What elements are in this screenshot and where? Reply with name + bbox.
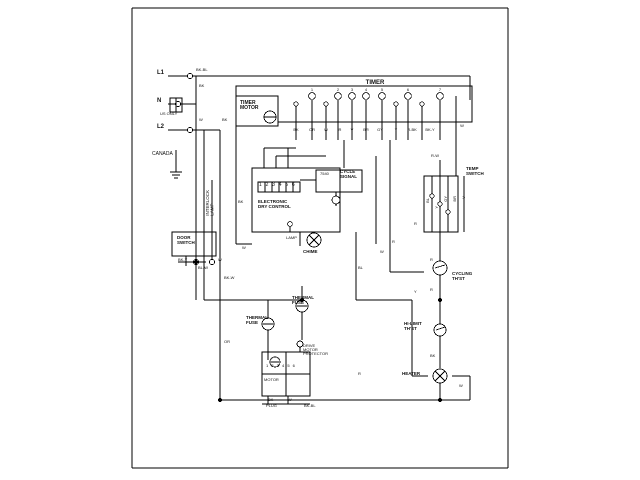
label-cycling-thst: CYCLING TH'ST — [452, 271, 473, 281]
timer-wire-v: V — [350, 127, 354, 132]
wire-code-r-cyc2: R — [430, 287, 433, 292]
timer-pin-4: 4 — [364, 87, 368, 92]
label-interlock-lamp: INTERLOCK LAMP — [205, 190, 215, 216]
label-timer-motor: TIMER MOTOR — [240, 100, 259, 112]
label-lamp: LAMP — [286, 235, 297, 240]
label-7540: 7540 — [320, 171, 329, 176]
timer-wire-bk-y: BK-Y — [425, 127, 435, 132]
wire-code-bk-bl-bottom: BK-BL — [304, 403, 316, 408]
wire-code-bl-w-door: BL-W — [198, 265, 208, 270]
wire-code-v-temp: V — [461, 196, 466, 199]
timer-wire-gy: GY — [377, 127, 383, 132]
label-electronic-dry-control: ELECTRONIC DRY CONTROL — [258, 199, 291, 209]
timer-pin-3: 3 — [350, 87, 354, 92]
wire-code-r-cyc: R — [430, 257, 433, 262]
wire-code-bl-temp: BL — [425, 198, 430, 203]
label-plug: PLUG — [266, 403, 277, 408]
label-temp-switch: TEMP SWITCH — [466, 166, 484, 176]
timer-pin-5: 5 — [380, 87, 384, 92]
label-hi-limit-thst: HI-LIMIT TH'ST — [404, 321, 422, 331]
wire-code-or-left: OR — [224, 339, 230, 344]
label-thermal-fuse-1: THERMAL FUSE — [246, 315, 268, 325]
wire-code-r2-mid: R — [358, 371, 361, 376]
timer-wire-or: OR — [309, 127, 315, 132]
timer-pin-1: 1 — [310, 87, 314, 92]
label-us-only: US ONLY — [160, 111, 178, 116]
wire-code-bk-1: BK — [199, 83, 205, 88]
timer-wire-w: W — [324, 127, 328, 132]
label-l2: L2 — [157, 124, 165, 130]
timer-wire-w2: W — [460, 123, 464, 128]
wire-code-r-w-temp: R-W — [431, 153, 439, 158]
wire-code-bk-2: BK — [222, 117, 228, 122]
label-timer: TIMER — [365, 80, 385, 86]
wire-code-w-mid: W — [380, 249, 384, 254]
motor-terminals: 1 2 3 4 5 6 — [266, 363, 296, 368]
wire-code-bl-mid: BL — [358, 265, 363, 270]
wire-code-br-temp: BR — [452, 196, 457, 202]
timer-pin-7: 7 — [438, 87, 442, 92]
label-cycle-signal: CYCLE SIGNAL — [340, 169, 358, 179]
label-drive-motor-protector: DRIVE MOTOR PROTECTOR — [303, 343, 329, 357]
wire-code-bk-motor: BK — [268, 397, 274, 402]
wire-code-r-temp: R — [414, 221, 417, 226]
timer-wire-r-bk: R-BK — [407, 127, 417, 132]
label-keypad-digits: 1 2 3 4 5 6 — [259, 182, 296, 188]
wire-code-bk-bl: BK-BL — [196, 67, 208, 72]
wire-code-w-motor: W — [288, 397, 292, 402]
timer-wire-r: R — [338, 127, 342, 132]
wire-code-bk-w-left: BK-W — [224, 275, 235, 280]
wire-code-w-door: W — [218, 257, 222, 262]
wire-code-w-1: W — [199, 117, 203, 122]
timer-pin-2: 2 — [336, 87, 340, 92]
label-heater: HEATER — [402, 371, 421, 376]
wire-code-w-col: W — [242, 245, 246, 250]
timer-pin-6: 6 — [406, 87, 410, 92]
wire-code-bk-heater: BK — [430, 353, 436, 358]
timer-wire-y: Y — [394, 127, 398, 132]
label-canada: CANADA — [152, 151, 173, 157]
wire-code-r-mid: R — [392, 239, 395, 244]
label-door-switch: DOOR SWITCH — [177, 235, 195, 245]
wire-code-bk-col: BK — [238, 199, 244, 204]
label-n: N — [157, 98, 162, 104]
wire-code-gy-temp: GY — [443, 196, 448, 202]
label-chime: CHIME — [303, 249, 318, 254]
wire-code-w-right: W — [459, 383, 463, 388]
timer-wire-br: BR — [363, 127, 369, 132]
label-thermal-fuse-2: THERMAL FUSE — [292, 295, 314, 305]
label-l1: L1 — [157, 70, 165, 76]
wire-code-y-temp: Y — [434, 206, 439, 209]
wire-code-y-right: Y — [414, 289, 417, 294]
wire-code-bk-y-door: BK-Y — [178, 257, 188, 262]
label-motor: MOTOR — [264, 377, 279, 382]
timer-wire-bk: BK — [293, 127, 299, 132]
